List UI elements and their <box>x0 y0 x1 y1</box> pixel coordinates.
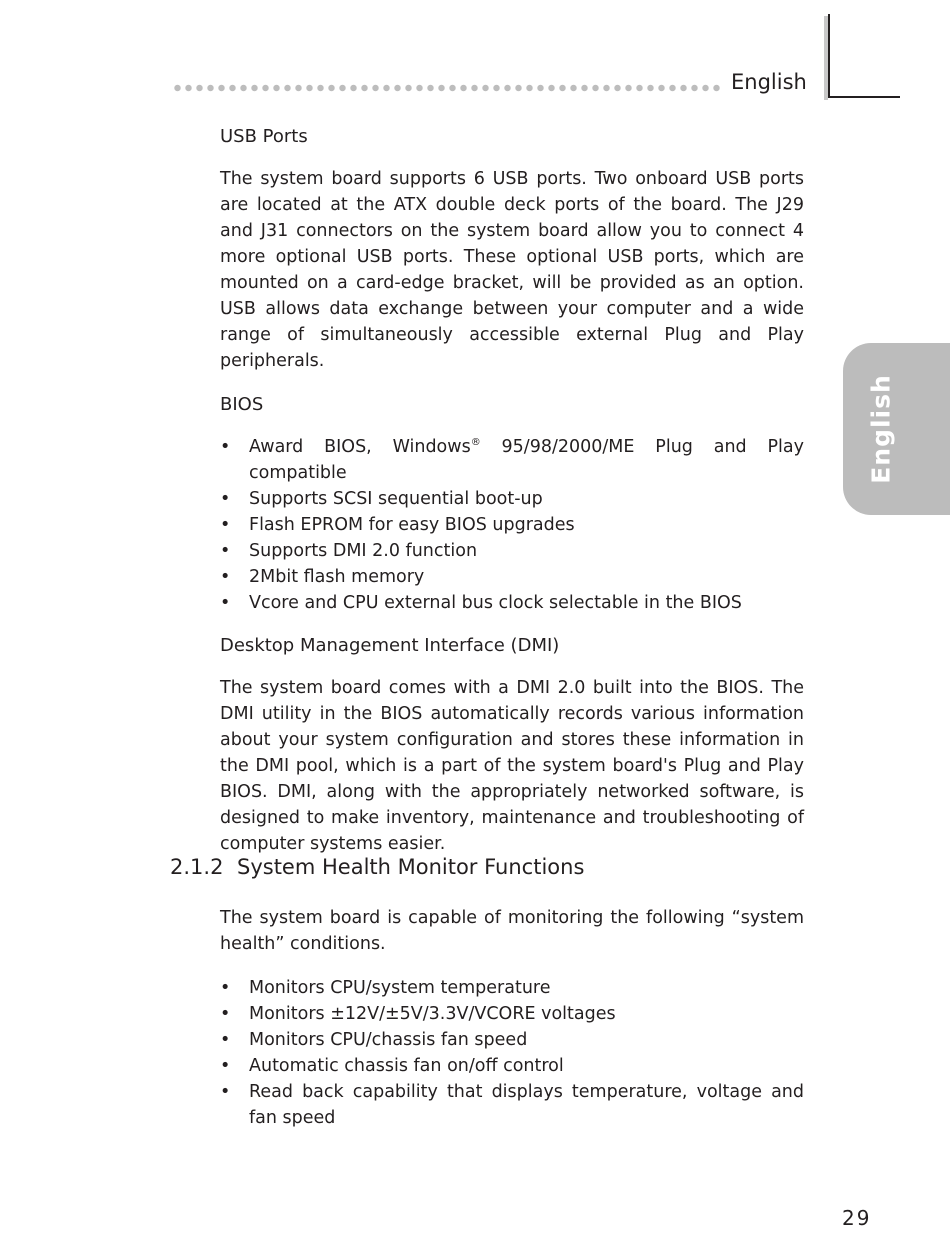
health-intro: The system board is capable of monitoring the following “system health” conditions. <box>220 908 804 954</box>
section-title: System Health Monitor Functions <box>237 855 585 879</box>
header-dot-rule <box>172 84 720 92</box>
health-list-item: • Monitors CPU/chassis fan speed <box>220 1027 804 1053</box>
usb-paragraph: The system board supports 6 USB ports. Two onboard USB ports are located at the ATX double deck ports of the board. The J29 and J31 connectors on the system board allow you to connect 4 more optional USB ports. These optional USB ports, which are mounted on a card-edge bracket, will be provided as an option. USB allows data exchange between your computer and a wide range of simultaneously accessible external Plug and Play peripherals. <box>220 169 804 371</box>
language-side-tab-label: English <box>866 374 896 484</box>
bios-list-item: • Award BIOS, Windows® 95/98/2000/ME Plug and Play compatible <box>220 434 804 486</box>
bios-heading: BIOS <box>220 394 264 415</box>
bios-list-item: • 2Mbit flash memory <box>220 564 804 590</box>
usb-heading: USB Ports <box>220 126 308 147</box>
health-list-item: • Monitors CPU/system temperature <box>220 975 804 1001</box>
language-side-tab <box>843 343 950 515</box>
main-content <box>220 124 804 875</box>
health-list <box>220 975 804 1131</box>
health-list-item: • Read back capability that displays temperature, voltage and fan speed <box>220 1079 804 1131</box>
bios-list-item: • Flash EPROM for easy BIOS upgrades <box>220 512 804 538</box>
page-number: 29 <box>842 1206 872 1230</box>
registered-mark: ® <box>470 437 481 449</box>
bios-list-item: • Supports DMI 2.0 function <box>220 538 804 564</box>
corner-mark-vertical <box>828 14 830 98</box>
corner-mark-horizontal <box>830 96 900 98</box>
header-language: English <box>731 70 807 94</box>
dmi-paragraph: The system board comes with a DMI 2.0 built into the BIOS. The DMI utility in the BIOS automatically records various information about your system configuration and stores these information in the DMI pool, which is a part of the system board's Plug and Play BIOS. DMI, along with the appropriately networked software, is designed to make inventory, maintenance and troubleshooting of computer systems easier. <box>220 678 804 854</box>
section-number: 2.1.2 <box>170 855 224 879</box>
bios-list-item: • Vcore and CPU external bus clock selectable in the BIOS <box>220 590 804 616</box>
bios-list <box>220 434 804 616</box>
section-heading <box>170 855 584 879</box>
health-list-item: • Monitors ±12V/±5V/3.3V/VCORE voltages <box>220 1001 804 1027</box>
dmi-heading: Desktop Management Interface (DMI) <box>220 635 560 656</box>
health-content <box>220 905 804 1148</box>
health-list-item: • Automatic chassis fan on/off control <box>220 1053 804 1079</box>
bios-list-item: • Supports SCSI sequential boot-up <box>220 486 804 512</box>
